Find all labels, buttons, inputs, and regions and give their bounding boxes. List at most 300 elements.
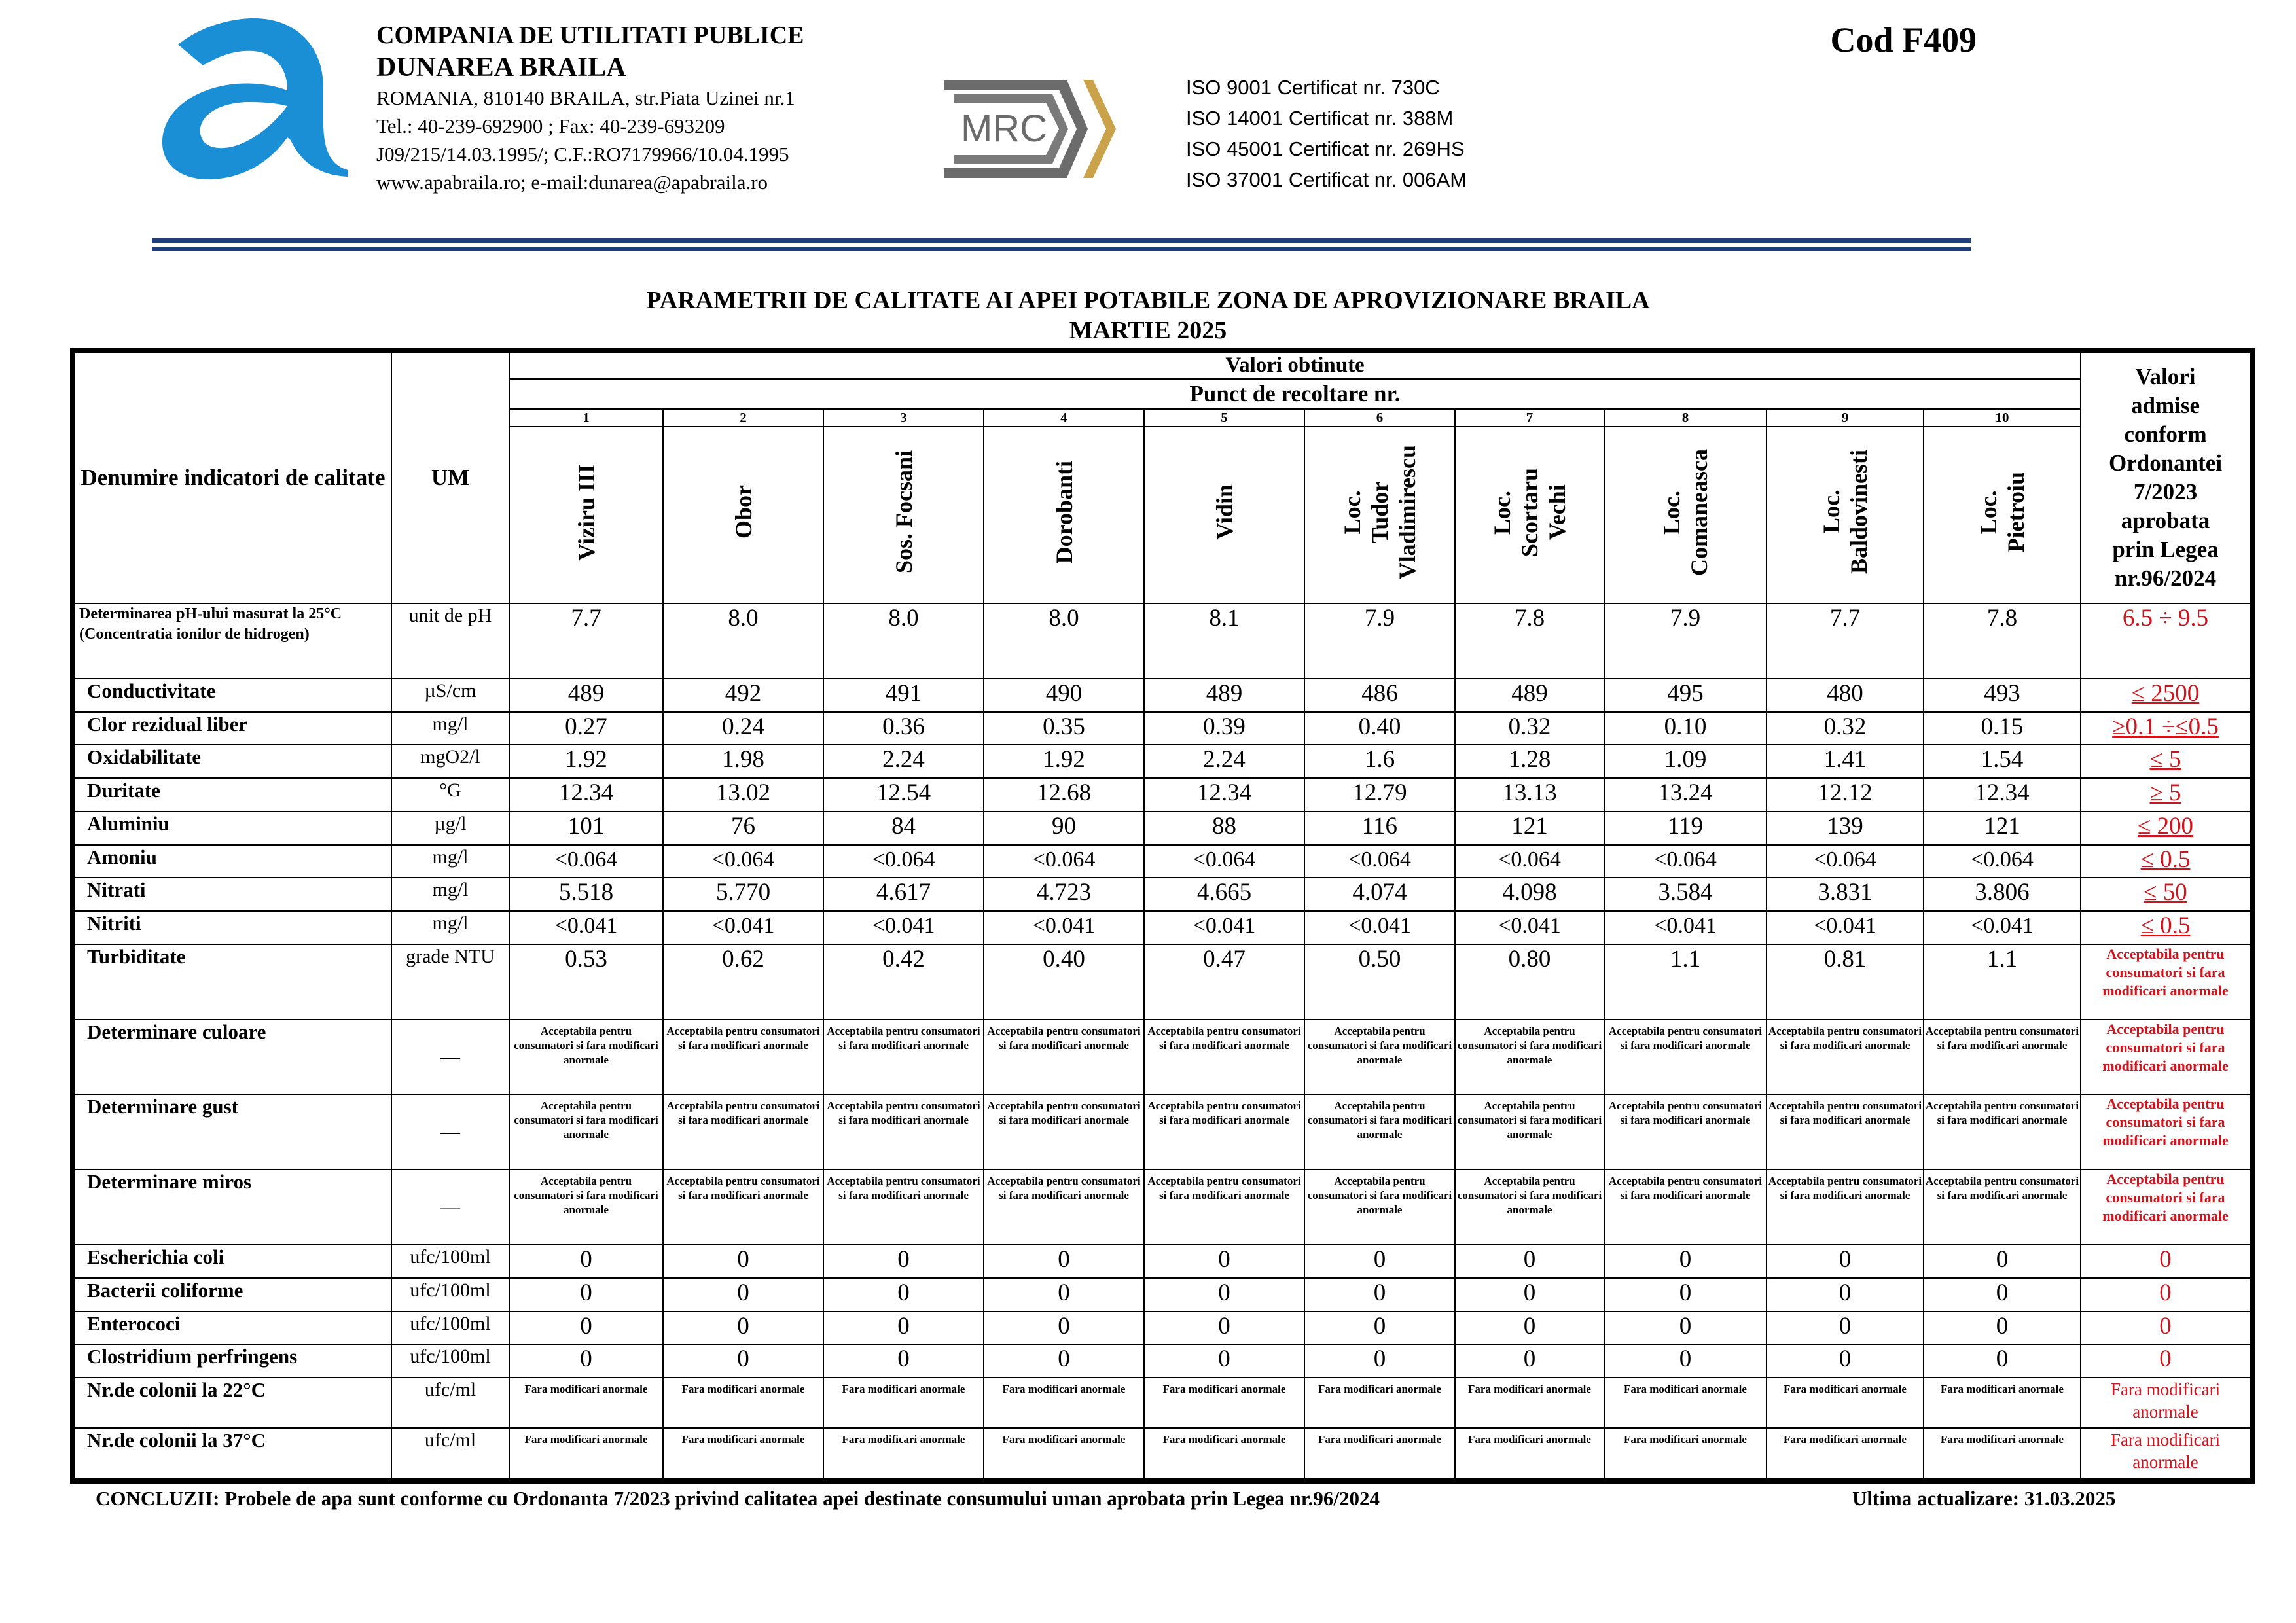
value-cell: 486 <box>1304 679 1455 712</box>
value-cell: 489 <box>1455 679 1604 712</box>
indicator-name: Determinarea pH-ului masurat la 25°C (Concentratia ionilor de hidrogen) <box>73 603 391 679</box>
header-admitted-line: prin Legea <box>2112 537 2219 562</box>
value-cell: 0.80 <box>1455 944 1604 1020</box>
value-cell: 0 <box>1767 1311 1924 1345</box>
value-cell: 0.32 <box>1767 712 1924 745</box>
value-cell: 0 <box>663 1344 823 1378</box>
value-cell: 0 <box>509 1344 663 1378</box>
value-cell: 1.09 <box>1604 745 1767 778</box>
point-name <box>1455 427 1604 603</box>
limit-cell: 0 <box>2081 1344 2252 1378</box>
note-cell: Fara modificari anormale <box>984 1428 1144 1481</box>
note-cell: Acceptabila pentru consumatori si fara modificari anormale <box>1604 1169 1767 1245</box>
value-cell: 0 <box>823 1278 984 1311</box>
value-cell: 4.665 <box>1144 878 1304 911</box>
value-cell: 0 <box>1304 1245 1455 1278</box>
limit-cell: ≤ 0.5 <box>2081 845 2252 878</box>
point-number: 2 <box>663 409 823 427</box>
note-cell: Acceptabila pentru consumatori si fara modificari anormale <box>1144 1020 1304 1095</box>
header-values: Valori obtinute <box>509 350 2081 379</box>
indicator-um: mg/l <box>391 911 509 944</box>
value-cell: 3.584 <box>1604 878 1767 911</box>
value-cell: 0.35 <box>984 712 1144 745</box>
value-cell: 0.27 <box>509 712 663 745</box>
value-cell: <0.041 <box>1924 911 2081 944</box>
value-cell: 119 <box>1604 812 1767 845</box>
indicator-name: Bacterii coliforme <box>73 1278 391 1311</box>
indicator-um: grade NTU <box>391 944 509 1020</box>
value-cell: 0 <box>1144 1344 1304 1378</box>
indicator-um: mg/l <box>391 845 509 878</box>
note-cell: Acceptabila pentru consumatori si fara modificari anormale <box>984 1094 1144 1169</box>
value-cell: 4.723 <box>984 878 1144 911</box>
value-cell: <0.041 <box>1304 911 1455 944</box>
value-cell: 0.39 <box>1144 712 1304 745</box>
value-cell: 3.831 <box>1767 878 1924 911</box>
note-cell: Fara modificari anormale <box>1304 1378 1455 1428</box>
indicator-um: ufc/ml <box>391 1428 509 1481</box>
indicator-name: Aluminiu <box>73 812 391 845</box>
note-cell: Acceptabila pentru consumatori si fara modificari anormale <box>1304 1094 1455 1169</box>
value-cell: 0 <box>823 1344 984 1378</box>
note-cell: Fara modificari anormale <box>1455 1428 1604 1481</box>
point-name-line: Comaneasca <box>1686 448 1712 576</box>
point-number: 1 <box>509 409 663 427</box>
table-row <box>73 911 2252 944</box>
value-cell: 12.34 <box>1924 778 2081 812</box>
value-cell: 0.47 <box>1144 944 1304 1020</box>
value-cell: 4.617 <box>823 878 984 911</box>
limit-cell: Acceptabila pentru consumatori si fara modificari anormale <box>2081 1169 2252 1245</box>
iso-37001: ISO 37001 Certificat nr. 006AM <box>1186 168 1467 191</box>
value-cell: 5.770 <box>663 878 823 911</box>
note-cell: Acceptabila pentru consumatori si fara modificari anormale <box>1767 1094 1924 1169</box>
value-cell: 12.68 <box>984 778 1144 812</box>
note-cell: Fara modificari anormale <box>1604 1428 1767 1481</box>
point-name-line: Loc. <box>1659 490 1685 534</box>
value-cell: 0 <box>984 1311 1144 1345</box>
value-cell: 101 <box>509 812 663 845</box>
limit-cell: Fara modificari anormale <box>2081 1428 2252 1481</box>
value-cell: 0.81 <box>1767 944 1924 1020</box>
value-cell: 0 <box>1924 1245 2081 1278</box>
value-cell: 0 <box>663 1311 823 1345</box>
value-cell: 1.92 <box>984 745 1144 778</box>
title-line2: MARTIE 2025 <box>1069 317 1227 344</box>
value-cell: <0.064 <box>984 845 1144 878</box>
value-cell: <0.064 <box>1767 845 1924 878</box>
value-cell: 90 <box>984 812 1144 845</box>
limit-cell: ≥0.1 ÷≤0.5 <box>2081 712 2252 745</box>
table-row <box>73 1245 2252 1278</box>
value-cell: 7.9 <box>1604 603 1767 679</box>
limit-cell: ≤ 2500 <box>2081 679 2252 712</box>
point-name-line: Sos. Focsani <box>890 450 917 574</box>
indicator-um: °G <box>391 778 509 812</box>
note-cell: Fara modificari anormale <box>509 1428 663 1481</box>
value-cell: 0 <box>984 1344 1144 1378</box>
company-web: www.apabraila.ro; e-mail:dunarea@apabraila.ro <box>376 171 768 194</box>
indicator-name: Clostridium perfringens <box>73 1344 391 1378</box>
point-name-line: Dorobanti <box>1050 460 1077 564</box>
note-cell: Acceptabila pentru consumatori si fara modificari anormale <box>1604 1020 1767 1095</box>
note-cell: Fara modificari anormale <box>984 1378 1144 1428</box>
indicator-name: Nitriti <box>73 911 391 944</box>
header-admitted-line: nr.96/2024 <box>2114 565 2217 591</box>
indicator-um: — <box>391 1169 509 1245</box>
value-cell: 0.32 <box>1455 712 1604 745</box>
value-cell: 12.12 <box>1767 778 1924 812</box>
indicator-name: Turbiditate <box>73 944 391 1020</box>
value-cell: 13.02 <box>663 778 823 812</box>
value-cell: 121 <box>1455 812 1604 845</box>
conclusion: CONCLUZII: Probele de apa sunt conforme cu Ordonanta 7/2023 privind calitatea apei destinate consumului uman aprobata prin Legea nr.96/2024 <box>96 1487 1380 1510</box>
value-cell: 0 <box>1144 1278 1304 1311</box>
value-cell: 76 <box>663 812 823 845</box>
value-cell: 493 <box>1924 679 2081 712</box>
header-admitted-line: Valori <box>2135 364 2196 389</box>
company-name-line2: DUNAREA BRAILA <box>376 52 626 82</box>
table-row <box>73 1378 2252 1428</box>
iso-certificates <box>1186 72 1467 195</box>
value-cell: 0 <box>1144 1311 1304 1345</box>
table-row <box>73 1169 2252 1245</box>
value-cell: 492 <box>663 679 823 712</box>
point-number: 4 <box>984 409 1144 427</box>
indicator-um: ufc/100ml <box>391 1278 509 1311</box>
table-row <box>73 1344 2252 1378</box>
value-cell: 490 <box>984 679 1144 712</box>
table-row <box>73 1311 2252 1345</box>
point-name-line: Loc. <box>1975 490 2001 534</box>
value-cell: 1.41 <box>1767 745 1924 778</box>
value-cell: 1.1 <box>1604 944 1767 1020</box>
value-cell: 0 <box>1767 1278 1924 1311</box>
value-cell: 0 <box>663 1278 823 1311</box>
value-cell: 7.7 <box>509 603 663 679</box>
value-cell: 84 <box>823 812 984 845</box>
note-cell: Acceptabila pentru consumatori si fara modificari anormale <box>823 1020 984 1095</box>
value-cell: 0 <box>509 1278 663 1311</box>
limit-cell: Acceptabila pentru consumatori si fara modificari anormale <box>2081 1094 2252 1169</box>
note-cell: Fara modificari anormale <box>663 1378 823 1428</box>
point-name-line: Loc. <box>1818 490 1844 534</box>
indicator-um: ufc/100ml <box>391 1344 509 1378</box>
note-cell: Acceptabila pentru consumatori si fara modificari anormale <box>823 1094 984 1169</box>
value-cell: 0 <box>823 1245 984 1278</box>
value-cell: 489 <box>509 679 663 712</box>
note-cell: Acceptabila pentru consumatori si fara modificari anormale <box>1144 1094 1304 1169</box>
indicator-name: Nr.de colonii la 37°C <box>73 1428 391 1481</box>
value-cell: 0 <box>1455 1344 1604 1378</box>
value-cell: 0.36 <box>823 712 984 745</box>
point-name <box>663 427 823 603</box>
note-cell: Fara modificari anormale <box>1924 1378 2081 1428</box>
last-updated: Ultima actualizare: 31.03.2025 <box>1852 1487 2116 1510</box>
point-name-line: Loc. <box>1489 490 1515 534</box>
indicator-name: Clor rezidual liber <box>73 712 391 745</box>
indicator-name: Oxidabilitate <box>73 745 391 778</box>
limit-cell: Acceptabila pentru consumatori si fara modificari anormale <box>2081 1020 2252 1095</box>
value-cell: 0 <box>1144 1245 1304 1278</box>
table-row <box>73 812 2252 845</box>
note-cell: Fara modificari anormale <box>1767 1378 1924 1428</box>
value-cell: 0.40 <box>1304 712 1455 745</box>
table-row <box>73 878 2252 911</box>
note-cell: Acceptabila pentru consumatori si fara modificari anormale <box>663 1094 823 1169</box>
header-admitted <box>2081 350 2252 603</box>
point-name <box>509 427 663 603</box>
value-cell: 1.6 <box>1304 745 1455 778</box>
table-row <box>73 778 2252 812</box>
company-phone: Tel.: 40-239-692900 ; Fax: 40-239-693209 <box>376 115 725 137</box>
form-code: Cod F409 <box>1830 20 1977 60</box>
table-row <box>73 679 2252 712</box>
point-number: 7 <box>1455 409 1604 427</box>
indicator-name: Nr.de colonii la 22°C <box>73 1378 391 1428</box>
value-cell: 4.074 <box>1304 878 1455 911</box>
value-cell: <0.064 <box>823 845 984 878</box>
value-cell: 8.0 <box>663 603 823 679</box>
limit-cell: ≤ 200 <box>2081 812 2252 845</box>
header-um: UM <box>391 350 509 603</box>
note-cell: Fara modificari anormale <box>1304 1428 1455 1481</box>
note-cell: Acceptabila pentru consumatori si fara modificari anormale <box>1304 1169 1455 1245</box>
table-row <box>73 1278 2252 1311</box>
page-title <box>0 285 2296 346</box>
header-admitted-line: Ordonantei <box>2108 450 2223 476</box>
point-name-line: Baldovinesti <box>1846 450 1872 575</box>
value-cell: 0 <box>1304 1344 1455 1378</box>
value-cell: <0.041 <box>1604 911 1767 944</box>
value-cell: <0.041 <box>1455 911 1604 944</box>
point-name <box>1304 427 1455 603</box>
header-admitted-line: conform <box>2124 421 2207 447</box>
value-cell: <0.041 <box>1767 911 1924 944</box>
value-cell: 0.10 <box>1604 712 1767 745</box>
limit-cell: Fara modificari anormale <box>2081 1378 2252 1428</box>
limit-cell: Acceptabila pentru consumatori si fara modificari anormale <box>2081 944 2252 1020</box>
indicator-um: µS/cm <box>391 679 509 712</box>
company-registry: J09/215/14.03.1995/; C.F.:RO7179966/10.04.1995 <box>376 143 789 166</box>
header-admitted-line: 7/2023 <box>2133 479 2198 505</box>
value-cell: 0.24 <box>663 712 823 745</box>
indicator-name: Enterococi <box>73 1311 391 1345</box>
value-cell: 116 <box>1304 812 1455 845</box>
point-number: 10 <box>1924 409 2081 427</box>
iso-45001: ISO 45001 Certificat nr. 269HS <box>1186 137 1465 160</box>
indicator-name: Determinare miros <box>73 1169 391 1245</box>
value-cell: <0.064 <box>1455 845 1604 878</box>
value-cell: 0 <box>509 1311 663 1345</box>
mrc-logo-text: MRC <box>960 107 1048 150</box>
note-cell: Acceptabila pentru consumatori si fara modificari anormale <box>509 1094 663 1169</box>
value-cell: 13.24 <box>1604 778 1767 812</box>
value-cell: 0 <box>1604 1311 1767 1345</box>
note-cell: Acceptabila pentru consumatori si fara modificari anormale <box>1455 1094 1604 1169</box>
value-cell: 7.8 <box>1455 603 1604 679</box>
point-number: 6 <box>1304 409 1455 427</box>
point-name-line: Loc. <box>1339 490 1365 534</box>
note-cell: Acceptabila pentru consumatori si fara modificari anormale <box>509 1169 663 1245</box>
limit-cell: ≤ 50 <box>2081 878 2252 911</box>
value-cell: 4.098 <box>1455 878 1604 911</box>
value-cell: 1.54 <box>1924 745 2081 778</box>
note-cell: Acceptabila pentru consumatori si fara modificari anormale <box>663 1169 823 1245</box>
point-number: 5 <box>1144 409 1304 427</box>
note-cell: Acceptabila pentru consumatori si fara modificari anormale <box>1924 1094 2081 1169</box>
table-row <box>73 603 2252 679</box>
note-cell: Acceptabila pentru consumatori si fara modificari anormale <box>663 1020 823 1095</box>
value-cell: 0 <box>1455 1311 1604 1345</box>
value-cell: 489 <box>1144 679 1304 712</box>
value-cell: 0 <box>1304 1278 1455 1311</box>
note-cell: Acceptabila pentru consumatori si fara modificari anormale <box>984 1169 1144 1245</box>
iso-9001: ISO 9001 Certificat nr. 730C <box>1186 76 1440 99</box>
value-cell: 0.42 <box>823 944 984 1020</box>
note-cell: Acceptabila pentru consumatori si fara modificari anormale <box>1924 1169 2081 1245</box>
header-admitted-line: aprobata <box>2121 508 2210 533</box>
header-sampling-point: Punct de recoltare nr. <box>509 379 2081 409</box>
indicator-name: Duritate <box>73 778 391 812</box>
note-cell: Acceptabila pentru consumatori si fara modificari anormale <box>1304 1020 1455 1095</box>
value-cell: <0.041 <box>823 911 984 944</box>
value-cell: 0.53 <box>509 944 663 1020</box>
indicator-um: mgO2/l <box>391 745 509 778</box>
value-cell: 0 <box>1924 1278 2081 1311</box>
table-row <box>73 1094 2252 1169</box>
value-cell: 2.24 <box>823 745 984 778</box>
point-name <box>1604 427 1767 603</box>
value-cell: 1.92 <box>509 745 663 778</box>
note-cell: Acceptabila pentru consumatori si fara modificari anormale <box>1767 1020 1924 1095</box>
value-cell: 480 <box>1767 679 1924 712</box>
point-name-line: Vechi <box>1544 484 1570 540</box>
point-name-line: Scortaru <box>1516 467 1543 557</box>
point-name-line: Pietroiu <box>2003 471 2029 553</box>
value-cell: 12.54 <box>823 778 984 812</box>
value-cell: <0.064 <box>509 845 663 878</box>
company-address: ROMANIA, 810140 BRAILA, str.Piata Uzinei nr.1 <box>376 86 795 109</box>
limit-cell: 0 <box>2081 1311 2252 1345</box>
note-cell: Acceptabila pentru consumatori si fara modificari anormale <box>1767 1169 1924 1245</box>
limit-cell: 0 <box>2081 1245 2252 1278</box>
note-cell: Acceptabila pentru consumatori si fara modificari anormale <box>509 1020 663 1095</box>
value-cell: 0 <box>1604 1344 1767 1378</box>
value-cell: <0.041 <box>509 911 663 944</box>
value-cell: 0 <box>823 1311 984 1345</box>
value-cell: 12.79 <box>1304 778 1455 812</box>
indicator-um: mg/l <box>391 878 509 911</box>
company-logo <box>152 16 348 181</box>
header-rule <box>152 238 1971 243</box>
quality-table-wrap <box>70 348 2250 1484</box>
value-cell: 12.34 <box>1144 778 1304 812</box>
value-cell: 5.518 <box>509 878 663 911</box>
point-name <box>823 427 984 603</box>
note-cell: Acceptabila pentru consumatori si fara modificari anormale <box>1144 1169 1304 1245</box>
value-cell: 139 <box>1767 812 1924 845</box>
value-cell: 3.806 <box>1924 878 2081 911</box>
header-admitted-line: admise <box>2131 393 2200 418</box>
point-number: 9 <box>1767 409 1924 427</box>
table-row <box>73 745 2252 778</box>
indicator-um: ufc/ml <box>391 1378 509 1428</box>
limit-cell: ≤ 5 <box>2081 745 2252 778</box>
point-name-line: Obor <box>730 485 757 539</box>
note-cell: Acceptabila pentru consumatori si fara modificari anormale <box>1924 1020 2081 1095</box>
note-cell: Fara modificari anormale <box>823 1428 984 1481</box>
indicator-um: — <box>391 1020 509 1095</box>
indicator-um: — <box>391 1094 509 1169</box>
note-cell: Fara modificari anormale <box>1455 1378 1604 1428</box>
value-cell: <0.064 <box>1144 845 1304 878</box>
value-cell: 0 <box>1767 1344 1924 1378</box>
value-cell: 0 <box>984 1278 1144 1311</box>
value-cell: <0.064 <box>1304 845 1455 878</box>
value-cell: 12.34 <box>509 778 663 812</box>
value-cell: 8.0 <box>823 603 984 679</box>
value-cell: 1.1 <box>1924 944 2081 1020</box>
value-cell: <0.041 <box>1144 911 1304 944</box>
table-row <box>73 1428 2252 1481</box>
value-cell: 13.13 <box>1455 778 1604 812</box>
point-name-line: Tudor <box>1367 481 1393 543</box>
iso-14001: ISO 14001 Certificat nr. 388M <box>1186 107 1454 130</box>
point-name-line: Vidin <box>1211 484 1238 540</box>
indicator-um: ufc/100ml <box>391 1311 509 1345</box>
note-cell: Fara modificari anormale <box>1767 1428 1924 1481</box>
point-name-line: Viziru III <box>573 463 600 561</box>
note-cell: Acceptabila pentru consumatori si fara modificari anormale <box>1455 1020 1604 1095</box>
limit-cell: 0 <box>2081 1278 2252 1311</box>
indicator-name: Conductivitate <box>73 679 391 712</box>
value-cell: 491 <box>823 679 984 712</box>
value-cell: 2.24 <box>1144 745 1304 778</box>
company-name-line1: COMPANIA DE UTILITATI PUBLICE <box>376 22 804 49</box>
value-cell: <0.064 <box>663 845 823 878</box>
point-name <box>1144 427 1304 603</box>
value-cell: 0 <box>1767 1245 1924 1278</box>
point-number: 3 <box>823 409 984 427</box>
indicator-um: mg/l <box>391 712 509 745</box>
value-cell: 1.28 <box>1455 745 1604 778</box>
value-cell: 8.1 <box>1144 603 1304 679</box>
note-cell: Fara modificari anormale <box>1604 1378 1767 1428</box>
note-cell: Fara modificari anormale <box>1144 1428 1304 1481</box>
value-cell: <0.041 <box>663 911 823 944</box>
value-cell: 0.40 <box>984 944 1144 1020</box>
value-cell: 7.9 <box>1304 603 1455 679</box>
quality-table <box>70 348 2255 1484</box>
note-cell: Fara modificari anormale <box>663 1428 823 1481</box>
value-cell: 0 <box>509 1245 663 1278</box>
note-cell: Fara modificari anormale <box>1144 1378 1304 1428</box>
value-cell: 0 <box>984 1245 1144 1278</box>
point-number: 8 <box>1604 409 1767 427</box>
value-cell: <0.064 <box>1924 845 2081 878</box>
point-name <box>984 427 1144 603</box>
value-cell: 0 <box>1455 1278 1604 1311</box>
value-cell: 0 <box>1604 1245 1767 1278</box>
indicator-um: unit de pH <box>391 603 509 679</box>
value-cell: 0.50 <box>1304 944 1455 1020</box>
indicator-name: Nitrati <box>73 878 391 911</box>
point-name <box>1924 427 2081 603</box>
indicator-name: Determinare culoare <box>73 1020 391 1095</box>
table-row <box>73 712 2252 745</box>
value-cell: <0.064 <box>1604 845 1767 878</box>
